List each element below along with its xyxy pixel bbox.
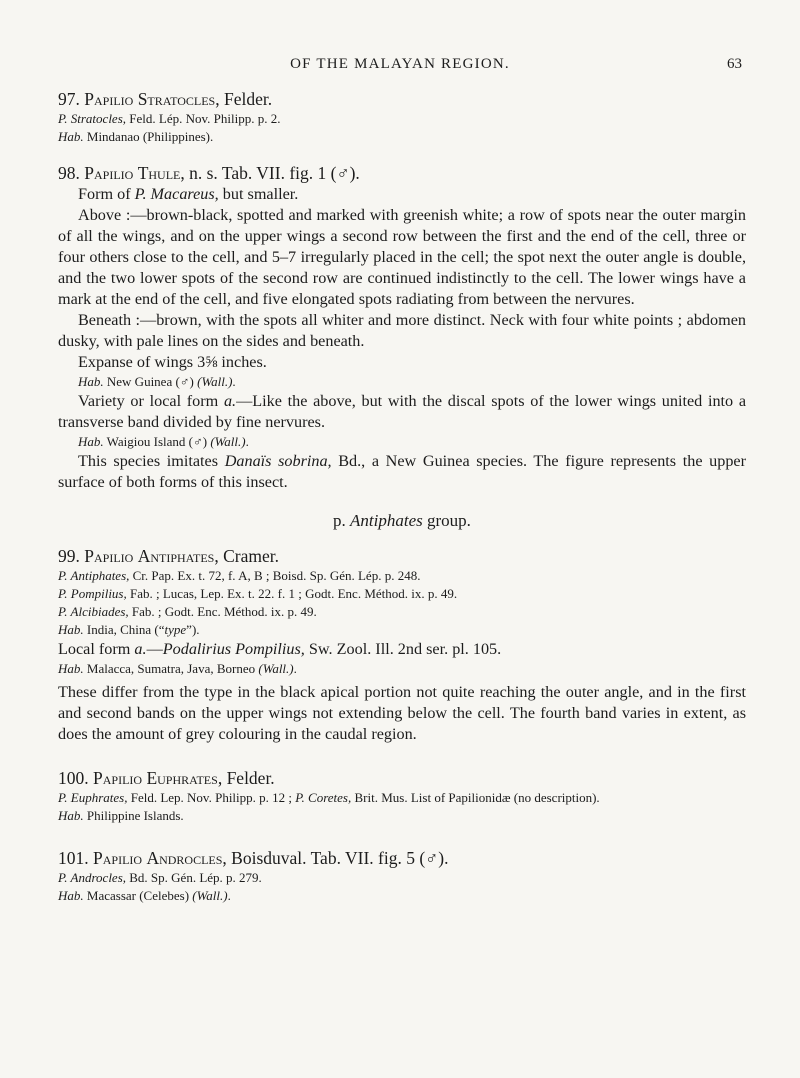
habitat-label: Hab. bbox=[58, 888, 84, 903]
entry-98-title bbox=[58, 162, 746, 184]
local-form-line bbox=[58, 639, 746, 660]
habitat-label: Hab. bbox=[78, 374, 104, 389]
synonym-name: P. Antiphates, bbox=[58, 568, 130, 583]
text-run: Bd., a New Guinea species. The figure represents the upper surface of both forms of this insect. bbox=[58, 452, 746, 491]
habitat-text: India, China (“ bbox=[83, 622, 165, 637]
habitat-line bbox=[58, 807, 746, 825]
synonym-reference: Feld. Lép. Nov. Philipp. p. 2. bbox=[126, 111, 281, 126]
synonym-reference: Fab. ; Godt. Enc. Méthod. ix. p. 49. bbox=[128, 604, 317, 619]
habitat-text: Mindanao (Philippines). bbox=[83, 129, 214, 144]
variety-paragraph bbox=[58, 391, 746, 433]
habitat-text: New Guinea (♂) bbox=[103, 374, 198, 389]
habitat-line bbox=[58, 128, 746, 146]
text-run: —Like the above, but with the discal spots of the lower wings united into a transverse band divided by fine nervures. bbox=[58, 392, 747, 431]
species-name: Euphrates bbox=[146, 768, 218, 788]
type-word: type bbox=[164, 622, 187, 637]
entry-99-title bbox=[58, 545, 746, 567]
mimicry-paragraph bbox=[58, 451, 746, 493]
variety-letter: a. bbox=[223, 392, 237, 410]
above-description: Above :—brown-black, spotted and marked with greenish white; a row of spots near the outer margin of all the wings, and on the upper wings a second row between the first and the end of the cell, three or four others close to the cell, and 5–7 irregularly placed in the cell; the spot next the outer angle is double, and the two lower spots of the second row are continued indistinctly to the cell. The lower wings have a mark at the end of the cell, and five elongated spots radiating from between the nervures. bbox=[58, 206, 746, 308]
genus-name: Papilio bbox=[93, 768, 143, 788]
title-rest: , n. s. Tab. VII. fig. 1 (♂). bbox=[180, 163, 360, 183]
habitat-label: Hab. bbox=[78, 434, 104, 449]
collector: (Wall.) bbox=[210, 434, 246, 449]
habitat-text: Macassar (Celebes) bbox=[83, 888, 193, 903]
running-head: OF THE MALAYAN REGION. bbox=[290, 56, 510, 72]
synonym-name: P. Androcles, bbox=[58, 870, 127, 885]
form-paragraph bbox=[58, 184, 746, 205]
title-rest: , Boisduval. Tab. VII. fig. 5 (♂). bbox=[222, 848, 449, 868]
synonym-line bbox=[58, 789, 746, 807]
text-run: This species imitates bbox=[78, 452, 225, 470]
group-name: Antiphates bbox=[350, 511, 423, 530]
habitat-line bbox=[58, 433, 746, 451]
habitat-label: Hab. bbox=[58, 129, 84, 144]
group-suffix: group. bbox=[422, 511, 471, 530]
species-name: Antiphates bbox=[137, 546, 215, 566]
beneath-description: Beneath :—brown, with the spots all whiter and more distinct. Neck with four white points ; abdomen dusky, with pale lines on the sides and beneath. bbox=[58, 311, 746, 350]
synonym-reference: Cr. Pap. Ex. t. 72, f. A, B ; Boisd. Sp. Gén. Lép. p. 248. bbox=[129, 568, 421, 583]
text-run: Variety or local form bbox=[78, 392, 224, 410]
synonym-name: P. Euphrates, bbox=[58, 790, 128, 805]
species-name: Stratocles bbox=[137, 89, 216, 109]
habitat-line bbox=[58, 887, 746, 905]
habitat-line bbox=[58, 621, 746, 639]
synonym-reference: Bd. Sp. Gén. Lép. p. 279. bbox=[126, 870, 262, 885]
entry-97-title bbox=[58, 88, 746, 110]
text-run: . bbox=[293, 661, 297, 676]
entry-number: 100. bbox=[58, 768, 89, 788]
entry-100-title bbox=[58, 767, 746, 789]
text-run: — bbox=[146, 640, 163, 658]
habitat-text: Philippine Islands. bbox=[83, 808, 184, 823]
species-reference: Podalirius Pompilius, bbox=[162, 640, 305, 658]
page-number: 63 bbox=[727, 56, 742, 72]
genus-name: Papilio bbox=[84, 546, 134, 566]
synonym-name: P. Coretes, bbox=[295, 790, 352, 805]
species-reference: Danaïs sobrina, bbox=[224, 452, 332, 470]
text-run: . bbox=[245, 434, 249, 449]
text-run: Form of bbox=[78, 185, 135, 203]
synonym-line bbox=[58, 567, 746, 585]
synonym-line bbox=[58, 585, 746, 603]
text-run: Sw. Zool. Ill. 2nd ser. pl. 105. bbox=[304, 640, 502, 658]
species-name: Thule bbox=[137, 163, 181, 183]
synonym-reference: Fab. ; Lucas, Lep. Ex. t. 22. f. 1 ; Godt. Enc. Méthod. ix. p. 49. bbox=[126, 586, 458, 601]
differences-paragraph: These differ from the type in the black apical portion not quite reaching the outer angle, and in the first and second bands on the upper wings not extending below the cell. The fourth band varies in extent, as does the amount of grey colouring in the caudal region. bbox=[58, 683, 746, 743]
author-name: , Felder. bbox=[215, 89, 273, 109]
habitat-label: Hab. bbox=[58, 808, 84, 823]
habitat-label: Hab. bbox=[58, 661, 84, 676]
variety-letter: a. bbox=[134, 640, 147, 658]
entry-number: 99. bbox=[58, 546, 80, 566]
collector: (Wall.) bbox=[192, 888, 228, 903]
entry-number: 101. bbox=[58, 848, 89, 868]
text-run: ”). bbox=[186, 622, 200, 637]
habitat-text: Waigiou Island (♂) bbox=[103, 434, 211, 449]
genus-name: Papilio bbox=[93, 848, 143, 868]
synonym-line bbox=[58, 603, 746, 621]
collector: (Wall.) bbox=[258, 661, 294, 676]
author-name: , Felder. bbox=[217, 768, 275, 788]
entry-number: 97. bbox=[58, 89, 80, 109]
synonym-name: P. Alcibiades, bbox=[58, 604, 129, 619]
species-reference: P. Macareus, bbox=[134, 185, 219, 203]
text-run: . bbox=[227, 888, 231, 903]
habitat-label: Hab. bbox=[58, 622, 84, 637]
collector: (Wall.) bbox=[197, 374, 233, 389]
synonym-line bbox=[58, 869, 746, 887]
synonym-reference: Feld. Lep. Nov. Philipp. p. 12 ; bbox=[127, 790, 296, 805]
group-prefix: p. bbox=[333, 511, 351, 530]
text-run: Local form bbox=[58, 640, 135, 658]
entry-101-title bbox=[58, 847, 746, 869]
entry-number: 98. bbox=[58, 163, 80, 183]
synonym-reference: Brit. Mus. List of Papilionidæ (no description). bbox=[351, 790, 600, 805]
group-heading bbox=[58, 511, 746, 531]
genus-name: Papilio bbox=[84, 89, 134, 109]
synonym-line bbox=[58, 110, 746, 128]
habitat-line bbox=[58, 373, 746, 391]
page-body bbox=[58, 88, 746, 905]
synonym-name: P. Stratocles, bbox=[58, 111, 127, 126]
text-run: but smaller. bbox=[218, 185, 299, 203]
author-name: , Cramer. bbox=[214, 546, 279, 566]
species-name: Androcles bbox=[146, 848, 223, 868]
synonym-name: P. Pompilius, bbox=[58, 586, 127, 601]
text-run: . bbox=[232, 374, 236, 389]
habitat-text: Malacca, Sumatra, Java, Borneo bbox=[83, 661, 259, 676]
page-header bbox=[0, 56, 800, 78]
genus-name: Papilio bbox=[84, 163, 134, 183]
expanse-line: Expanse of wings 3⅝ inches. bbox=[78, 353, 267, 371]
habitat-line bbox=[58, 660, 746, 678]
